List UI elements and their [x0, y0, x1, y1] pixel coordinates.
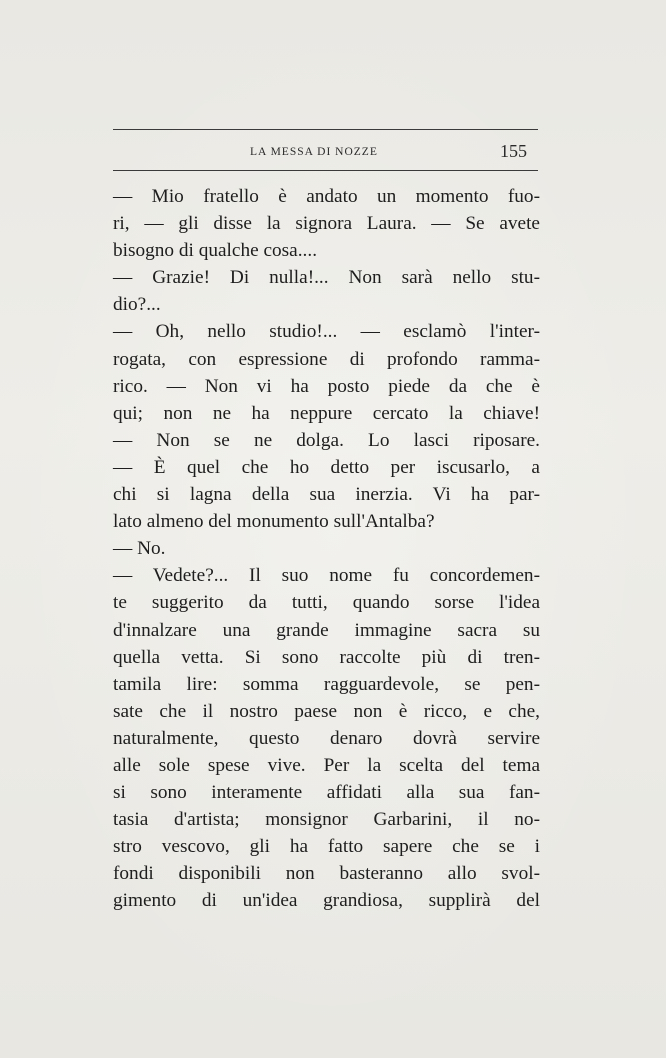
text-line: fondi disponibili non basteranno allo svol- [113, 863, 540, 885]
text-line: — Oh, nello studio!... — esclamò l'inter- [113, 321, 540, 343]
text-line: si sono interamente affidati alla sua fan- [113, 782, 540, 804]
text-line: rogata, con espressione di profondo ramma- [113, 348, 540, 370]
text-line: tasia d'artista; monsignor Garbarini, il no- [113, 809, 540, 831]
text-line: rico. — Non vi ha posto piede da che è [113, 375, 540, 397]
text-line: te suggerito da tutti, quando sorse l'idea [113, 592, 540, 614]
page-number: 155 [500, 141, 527, 161]
text-line: alle sole spese vive. Per la scelta del tema [113, 754, 540, 776]
header-top-rule [113, 129, 538, 130]
text-line: — Mio fratello è andato un momento fuo- [113, 186, 540, 207]
text-line: dio?... [113, 294, 161, 316]
text-line: — No. [113, 538, 166, 560]
text-line: — Vedete?... Il suo nome fu concordemen- [113, 565, 540, 587]
text-line: d'innalzare una grande immagine sacra su [113, 619, 540, 641]
text-line: ri, — gli disse la signora Laura. — Se avete [113, 213, 540, 235]
text-line: lato almeno del monumento sull'Antalba? [113, 511, 435, 533]
header-bottom-rule [113, 170, 538, 171]
text-line: quella vetta. Si sono raccolte più di tren- [113, 646, 540, 668]
text-line: sate che il nostro paese non è ricco, e che, [113, 700, 540, 722]
running-title: LA MESSA DI NOZZE [250, 146, 378, 158]
text-line: naturalmente, questo denaro dovrà servire [113, 727, 540, 749]
body-text [113, 183, 540, 915]
text-line: — È quel che ho detto per iscusarlo, a [113, 456, 540, 478]
text-line: — Grazie! Di nulla!... Non sarà nello stu- [113, 267, 540, 289]
text-line: tamila lire: somma ragguardevole, se pen- [113, 673, 540, 695]
text-line: — Non se ne dolga. Lo lasci riposare. [113, 429, 540, 451]
text-line: bisogno di qualche cosa.... [113, 240, 318, 262]
text-line: qui; non ne ha neppure cercato la chiave! [113, 402, 540, 424]
text-line: stro vescovo, gli ha fatto sapere che se i [113, 836, 540, 858]
text-line: chi si lagna della sua inerzia. Vi ha par- [113, 484, 540, 506]
text-line: gimento di un'idea grandiosa, supplirà del [113, 890, 540, 912]
